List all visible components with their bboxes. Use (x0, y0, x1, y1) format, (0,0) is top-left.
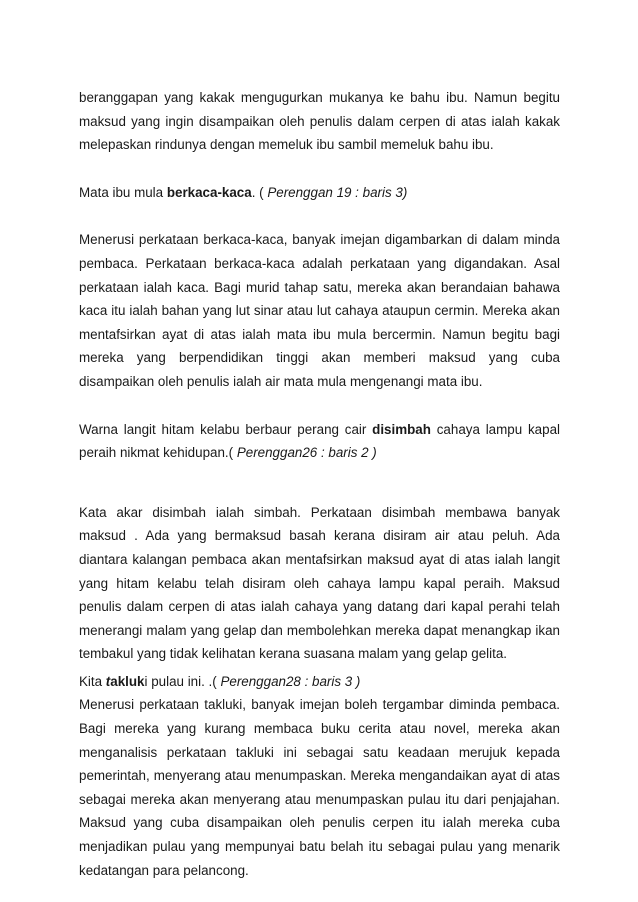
quote-1-punct: . ( (251, 184, 268, 200)
paragraph-3: Kata akar disimbah ialah simbah. Perkataan disimbah membawa banyak maksud . Ada yang bermaksud basah kerana disiram air atau peluh. Ada diantara kalangan pembaca akan mentafsirkan maksud ayat di atas ialah langit yang hitam kelabu telah disiram oleh cahaya lampu kapal peraih. Maksud penulis dalam cerpen di atas ialah cahaya yang datang dari kapal perahi telah menerangi malam yang gelap dan membolehkan mereka dapat menangkap ikan tembakul yang tidak kelihatan kerana suasana malam yang gelap gelita. (79, 504, 560, 662)
quote-2-reference: Perenggan26 : baris 2 ) (236, 445, 377, 461)
quote-1-keyword: berkaca-kaca (166, 184, 252, 200)
quote-3-reference: Perenggan28 : baris 3 ) (220, 673, 361, 689)
quote-2-text-after: cahaya lampu kapal peraih nikmat kehidupan.( (79, 421, 560, 461)
quote-1-text: Mata ibu mula (79, 184, 167, 200)
paragraph-2: Menerusi perkataan berkaca-kaca, banyak imejan digambarkan di dalam minda pembaca. Perkataan berkaca-kaca adalah perkataan yang digandakan. Asal perkataan ialah kaca. Bagi murid tahap satu, mereka akan berandaian bahawa kaca itu ialah bahan yang lut sinar atau lut cahaya ataupun cermin. Mereka akan mentafsirkan ayat di atas ialah mata ibu mula bercermin. Namun begitu bagi mereka yang berpendidikan tinggi akan memberi maksud yang cuba disampaikan oleh penulis ialah air mata mula mengenangi mata ibu. (79, 232, 560, 389)
quote-3-keyword-italic: t (105, 673, 111, 689)
quote-3 (79, 670, 560, 694)
quote-2-text: Warna langit hitam kelabu berbaur perang cair (79, 421, 373, 437)
spacer (79, 489, 560, 501)
spacer (79, 204, 560, 228)
quote-3-keyword: akluk (110, 673, 145, 689)
spacer (79, 394, 560, 418)
quote-2-keyword: disimbah (372, 421, 431, 437)
quote-3-text-after: i pulau ini. .( (144, 673, 221, 689)
spacer (79, 465, 560, 489)
document-page (79, 86, 560, 882)
quote-2 (79, 418, 560, 465)
quote-1 (79, 181, 560, 205)
quote-3-text: Kita (79, 673, 106, 689)
spacer (79, 157, 560, 181)
paragraph-4: Menerusi perkataan takluki, banyak imejan boleh tergambar diminda pembaca. Bagi mereka yang kurang membaca buku cerita atau novel, mereka akan menganalisis perkataan takluki ini sebagai satu keadaan merujuk kepada pemerintah, menyerang atau menumpaskan. Mereka mengandaikan ayat di atas sebagai mereka akan menyerang atau menumpaskan pulau itu dari penjajahan. Maksud yang cuba disampaikan oleh penulis cerpen itu ialah mereka cuba menjadikan pulau yang mempunyai batu belah itu sebagai pulau yang menarik kedatangan para pelancong. (79, 697, 560, 878)
quote-1-reference: Perenggan 19 : baris 3) (267, 184, 408, 200)
paragraph-1: beranggapan yang kakak mengugurkan mukanya ke bahu ibu. Namun begitu maksud yang ingin disampaikan oleh penulis dalam cerpen di atas ialah kakak melepaskan rindunya dengan memeluk ibu sambil memeluk bahu ibu. (79, 90, 560, 153)
